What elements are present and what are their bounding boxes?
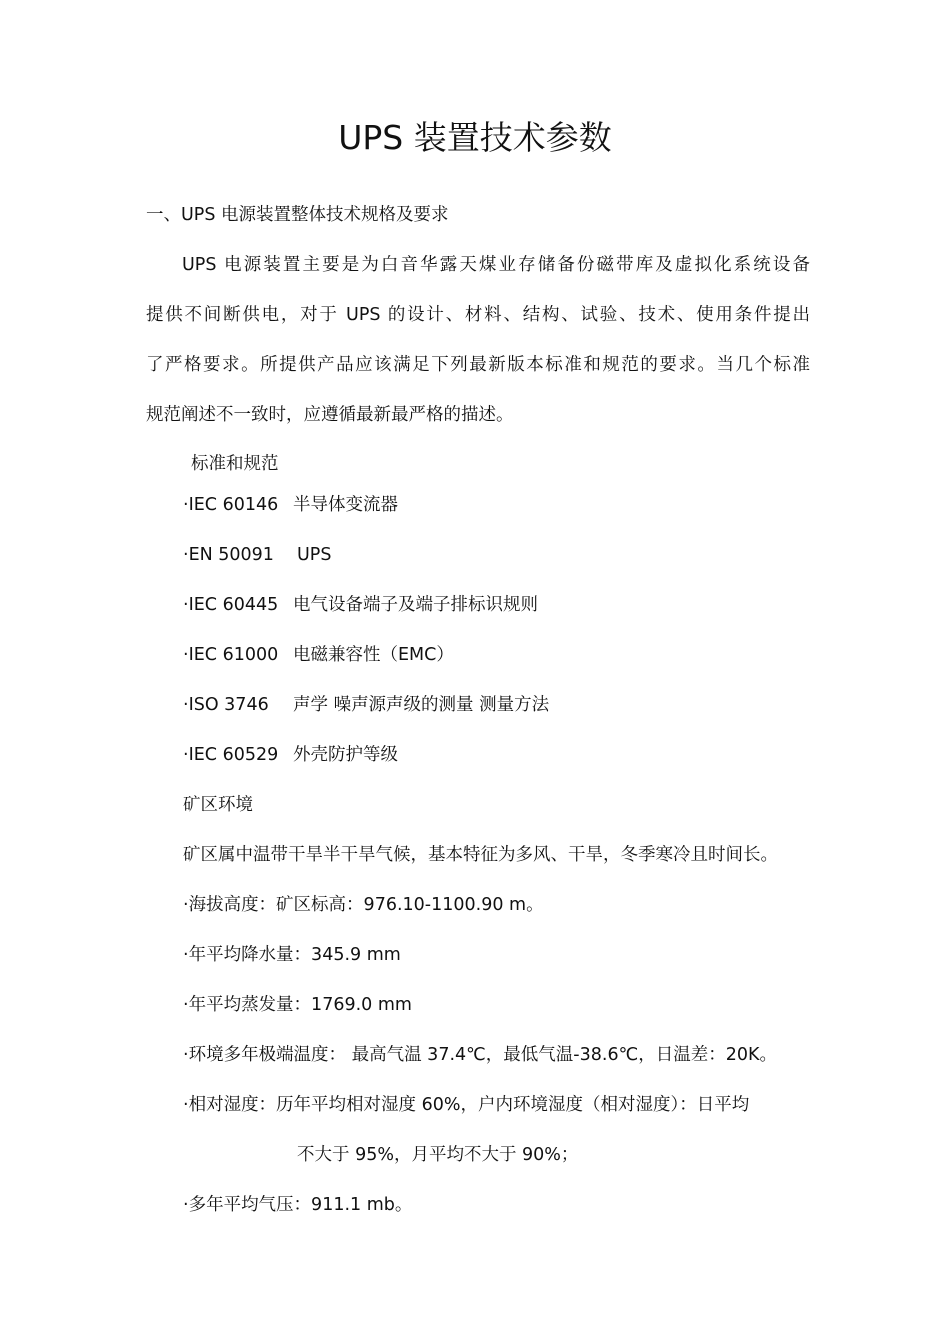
environment-item: ·年平均蒸发量：1769.0 mm — [183, 995, 412, 1015]
standard-code: ·IEC 61000 — [183, 645, 279, 665]
standard-item — [183, 543, 331, 567]
standard-code: ·IEC 60445 — [183, 595, 279, 615]
environment-item-continued: 不大于 95%，月平均不大于 90%； — [297, 1145, 579, 1165]
standard-name: 外壳防护等级 — [293, 745, 398, 765]
standard-name: 半导体变流器 — [293, 495, 398, 515]
intro-line: 提供不间断供电，对于 UPS 的设计、材料、结构、试验、技术、使用条件提出 — [146, 305, 810, 325]
standard-item — [183, 643, 454, 667]
standard-name: 电磁兼容性（EMC） — [293, 645, 454, 665]
standard-item — [183, 593, 538, 617]
environment-heading: 矿区环境 — [183, 795, 253, 815]
intro-line: 了严格要求。所提供产品应该满足下列最新版本标准和规范的要求。当几个标准 — [146, 355, 810, 375]
environment-item: ·海拔高度：矿区标高：976.10-1100.90 m。 — [183, 895, 544, 915]
standard-name: 声学 噪声源声级的测量 测量方法 — [293, 695, 550, 715]
standard-code: ·IEC 60529 — [183, 745, 279, 765]
standard-item — [183, 493, 398, 517]
standard-code: ·IEC 60146 — [183, 495, 279, 515]
intro-line: 规范阐述不一致时，应遵循最新最严格的描述。 — [146, 405, 514, 425]
standard-item — [183, 693, 549, 717]
standard-code: ·EN 50091 — [183, 545, 274, 565]
standards-heading: 标准和规范 — [191, 454, 279, 474]
environment-item: ·相对湿度：历年平均相对湿度 60%，户内环境湿度（相对湿度）：日平均 — [183, 1095, 750, 1115]
environment-item: ·环境多年极端温度： 最高气温 37.4℃，最低气温-38.6℃，日温差：20K。 — [183, 1045, 777, 1065]
intro-line: UPS 电源装置主要是为白音华露天煤业存储备份磁带库及虚拟化系统设备 — [182, 255, 810, 275]
page-title: UPS 装置技术参数 — [338, 118, 612, 157]
environment-item: ·年平均降水量：345.9 mm — [183, 945, 401, 965]
intro-paragraph — [146, 240, 810, 440]
standard-code: ·ISO 3746 — [183, 695, 269, 715]
standard-name: UPS — [297, 545, 332, 565]
standard-name: 电气设备端子及端子排标识规则 — [293, 595, 538, 615]
environment-intro: 矿区属中温带干旱半干旱气候，基本特征为多风、干旱，冬季寒冷且时间长。 — [183, 845, 778, 865]
section-heading: 一、UPS 电源装置整体技术规格及要求 — [146, 205, 449, 225]
standard-item — [183, 743, 398, 767]
environment-item: ·多年平均气压：911.1 mb。 — [183, 1195, 413, 1215]
